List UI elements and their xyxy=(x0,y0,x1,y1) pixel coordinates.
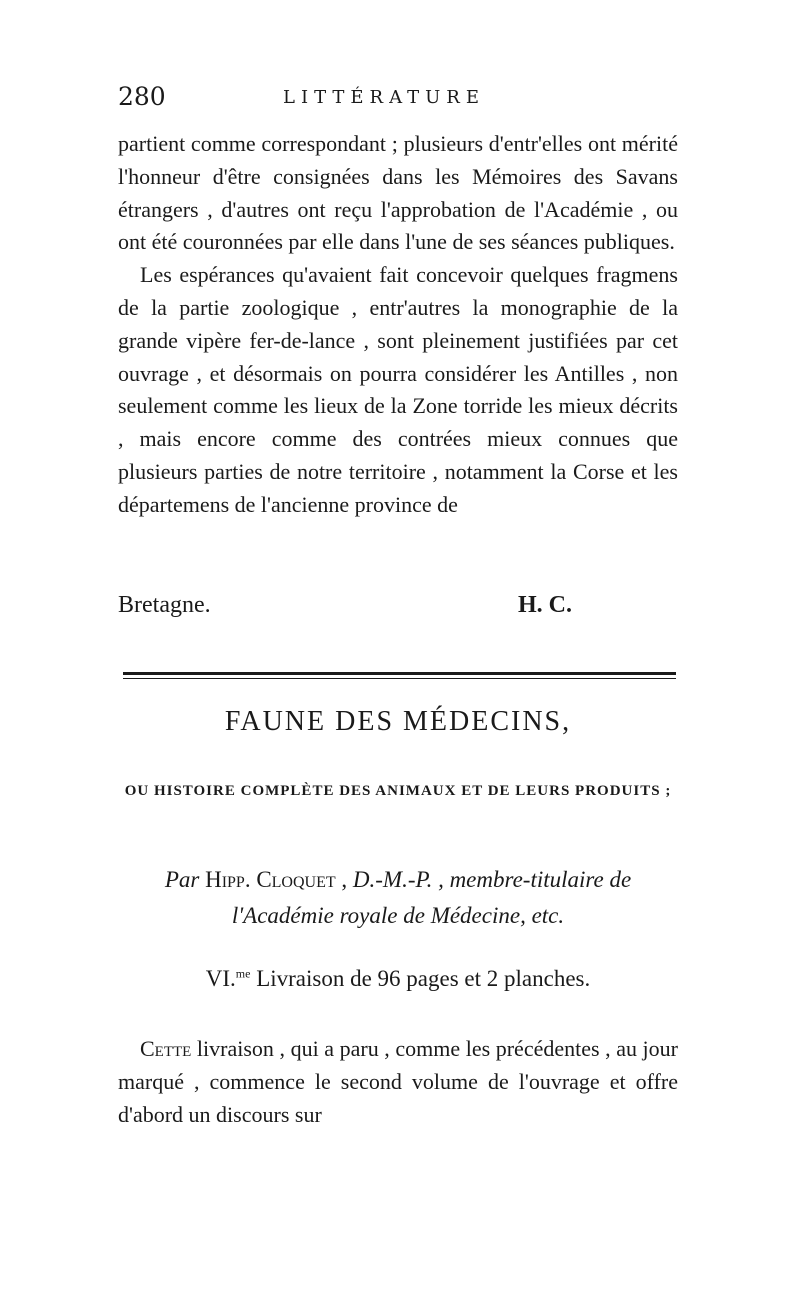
author-credit xyxy=(118,862,678,934)
review-body xyxy=(118,1032,678,1131)
review-lead-word: Cette xyxy=(140,1036,192,1061)
page-header xyxy=(118,80,678,120)
review-subtitle: OU HISTOIRE COMPLÈTE DES ANIMAUX ET DE LEURS PRODUITS ; xyxy=(124,783,672,799)
paragraph-conclusion: Les espérances qu'avaient fait concevoir quelques fragmens de la partie zoologique , entr'autres la monographie de la grande vipère fer-de-lance , sont pleinement justifiées par cet ouvrage , et désormais on pourra considérer les Antilles , non seulement comme les lieux de la Zone torride les mieux décrits , mais encore comme des contrées mieux connues que plusieurs parties de notre territoire , notamment la Corse et les départemens de l'ancienne province de xyxy=(118,262,678,517)
paragraph-continued: partient comme correspondant ; plusieurs d'entr'elles ont mérité l'honneur d'être consignées dans les Mémoires des Savans étrangers , d'autres ont reçu l'approbation de l'Académie , ou ont été couronnées par elle dans l'une de ses séances publiques. xyxy=(118,131,678,255)
author-prefix: Par xyxy=(164,867,200,892)
edition-line xyxy=(118,966,678,992)
section-divider-thick xyxy=(123,672,676,675)
edition-number: VI. xyxy=(205,966,236,991)
author-title: D.-M.-P. , membre-titulaire de l'Académie royale de Médecine, etc. xyxy=(231,867,632,928)
review-title: FAUNE DES MÉDECINS, xyxy=(224,706,572,737)
review-body-text: livraison , qui a paru , comme les précédentes , au jour marqué , commence le second volume de l'ouvrage et offre d'abord un discours sur xyxy=(118,1036,678,1127)
signature-line xyxy=(118,592,678,626)
closing-word: Bretagne. xyxy=(118,592,211,618)
running-title: LITTÉRATURE xyxy=(283,87,485,108)
edition-text: Livraison de 96 pages et 2 planches. xyxy=(256,966,591,991)
section-divider-thin xyxy=(123,678,676,679)
author-name: Hipp. Cloquet , xyxy=(205,867,348,892)
article-continuation xyxy=(118,128,678,522)
author-initials: H. C. xyxy=(518,592,572,618)
edition-suffix: me xyxy=(235,966,251,981)
page-number: 280 xyxy=(118,82,166,111)
